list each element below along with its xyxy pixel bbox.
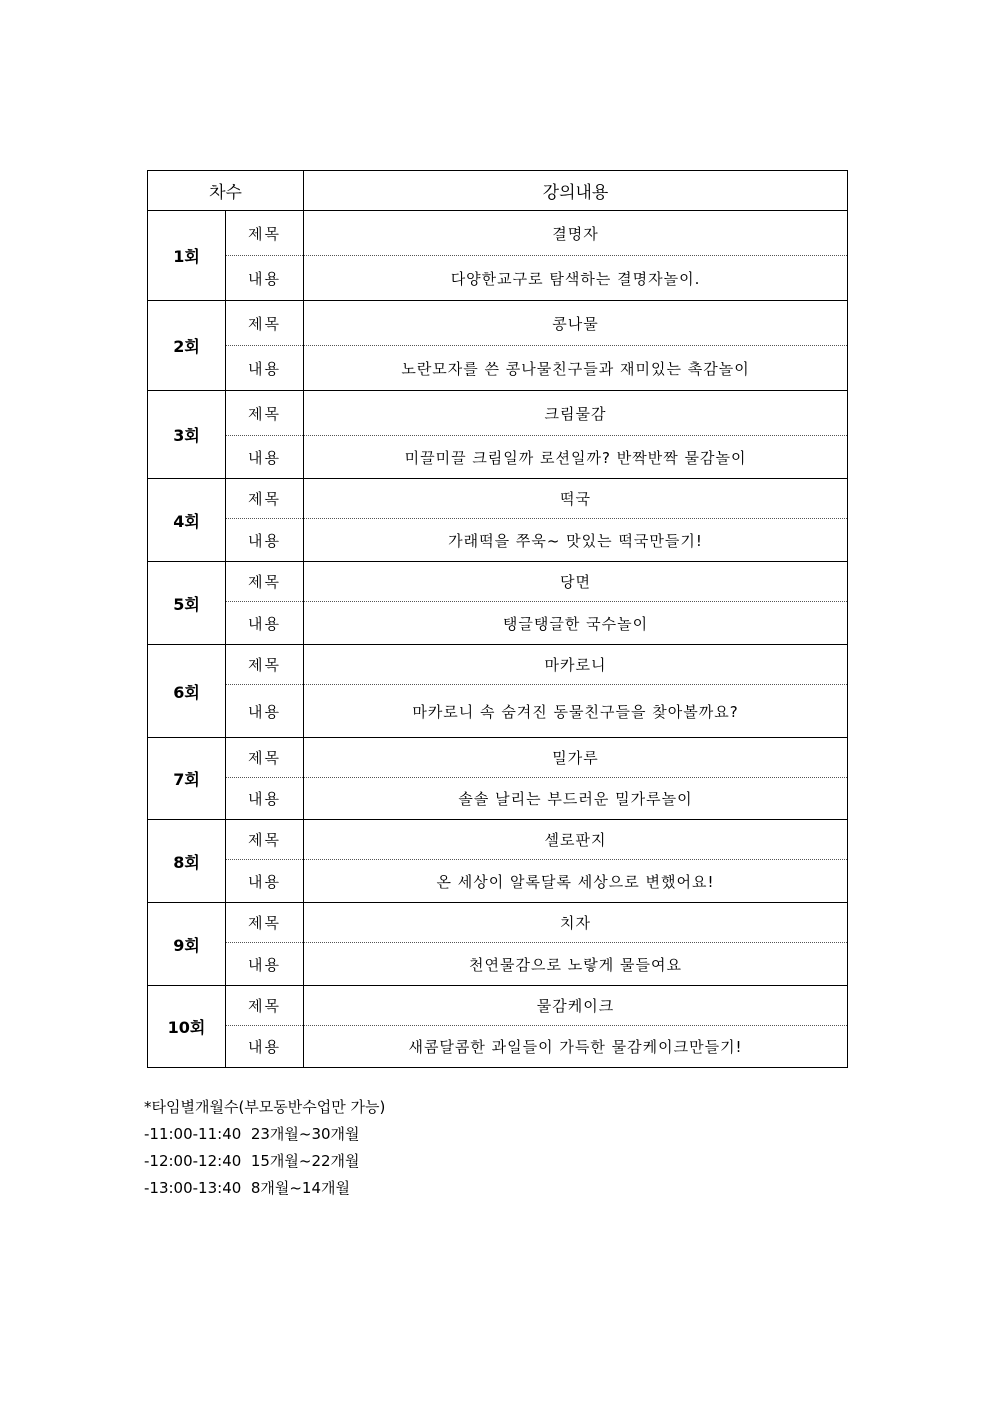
session-content: 온 세상이 알록달록 세상으로 변했어요!	[304, 860, 848, 903]
session-content: 미끌미끌 크림일까 로션일까? 반짝반짝 물감놀이	[304, 436, 848, 479]
session-content: 천연물감으로 노랗게 물들여요	[304, 943, 848, 986]
session-number: 3회	[148, 391, 226, 479]
title-label: 제목	[226, 820, 304, 860]
session-number: 8회	[148, 820, 226, 903]
schedule-body	[148, 211, 848, 1068]
session-number: 4회	[148, 479, 226, 562]
table-row	[148, 645, 848, 685]
table-row	[148, 256, 848, 301]
table-row	[148, 391, 848, 436]
content-label: 내용	[226, 685, 304, 738]
session-number: 10회	[148, 986, 226, 1068]
session-title: 떡국	[304, 479, 848, 519]
table-row	[148, 860, 848, 903]
session-content: 탱글탱글한 국수놀이	[304, 602, 848, 645]
title-label: 제목	[226, 986, 304, 1026]
table-row	[148, 562, 848, 602]
table-row	[148, 479, 848, 519]
header-session: 차수	[148, 171, 304, 211]
session-number: 9회	[148, 903, 226, 986]
session-number: 7회	[148, 738, 226, 820]
time-notes	[144, 1094, 385, 1202]
session-content: 다양한교구로 탐색하는 결명자놀이.	[304, 256, 848, 301]
session-title: 밀가루	[304, 738, 848, 778]
title-label: 제목	[226, 391, 304, 436]
table-row	[148, 346, 848, 391]
content-label: 내용	[226, 1026, 304, 1068]
content-label: 내용	[226, 346, 304, 391]
header-content: 강의내용	[304, 171, 848, 211]
session-title: 당면	[304, 562, 848, 602]
table-row	[148, 602, 848, 645]
table-row	[148, 1026, 848, 1068]
content-label: 내용	[226, 778, 304, 820]
table-row	[148, 301, 848, 346]
notes-heading: *타임별개월수(부모동반수업만 가능)	[144, 1098, 386, 1116]
title-label: 제목	[226, 211, 304, 256]
title-label: 제목	[226, 645, 304, 685]
session-number: 6회	[148, 645, 226, 738]
session-content: 노란모자를 쓴 콩나물친구들과 재미있는 촉감놀이	[304, 346, 848, 391]
table-row	[148, 986, 848, 1026]
title-label: 제목	[226, 903, 304, 943]
content-label: 내용	[226, 602, 304, 645]
session-title: 결명자	[304, 211, 848, 256]
table-row	[148, 738, 848, 778]
content-label: 내용	[226, 519, 304, 562]
session-number: 5회	[148, 562, 226, 645]
session-content: 솔솔 날리는 부드러운 밀가루놀이	[304, 778, 848, 820]
content-label: 내용	[226, 436, 304, 479]
session-title: 치자	[304, 903, 848, 943]
table-row	[148, 519, 848, 562]
title-label: 제목	[226, 479, 304, 519]
session-number: 1회	[148, 211, 226, 301]
session-title: 크림물감	[304, 391, 848, 436]
session-title: 콩나물	[304, 301, 848, 346]
session-content: 새콤달콤한 과일들이 가득한 물감케이크만들기!	[304, 1026, 848, 1068]
table-row	[148, 820, 848, 860]
session-content: 마카로니 속 숨겨진 동물친구들을 찾아볼까요?	[304, 685, 848, 738]
notes-line: -12:00-12:40 15개월~22개월	[144, 1152, 360, 1170]
title-label: 제목	[226, 738, 304, 778]
title-label: 제목	[226, 301, 304, 346]
session-title: 셀로판지	[304, 820, 848, 860]
notes-line: -11:00-11:40 23개월~30개월	[144, 1125, 360, 1143]
content-label: 내용	[226, 256, 304, 301]
session-title: 마카로니	[304, 645, 848, 685]
session-content: 가래떡을 쭈욱~ 맛있는 떡국만들기!	[304, 519, 848, 562]
table-row	[148, 211, 848, 256]
schedule-table	[147, 170, 848, 1068]
table-row	[148, 685, 848, 738]
table-row	[148, 778, 848, 820]
table-row	[148, 903, 848, 943]
content-label: 내용	[226, 860, 304, 903]
table-row	[148, 436, 848, 479]
table-row	[148, 943, 848, 986]
content-label: 내용	[226, 943, 304, 986]
session-title: 물감케이크	[304, 986, 848, 1026]
title-label: 제목	[226, 562, 304, 602]
notes-line: -13:00-13:40 8개월~14개월	[144, 1179, 350, 1197]
header-row	[148, 171, 848, 211]
session-number: 2회	[148, 301, 226, 391]
